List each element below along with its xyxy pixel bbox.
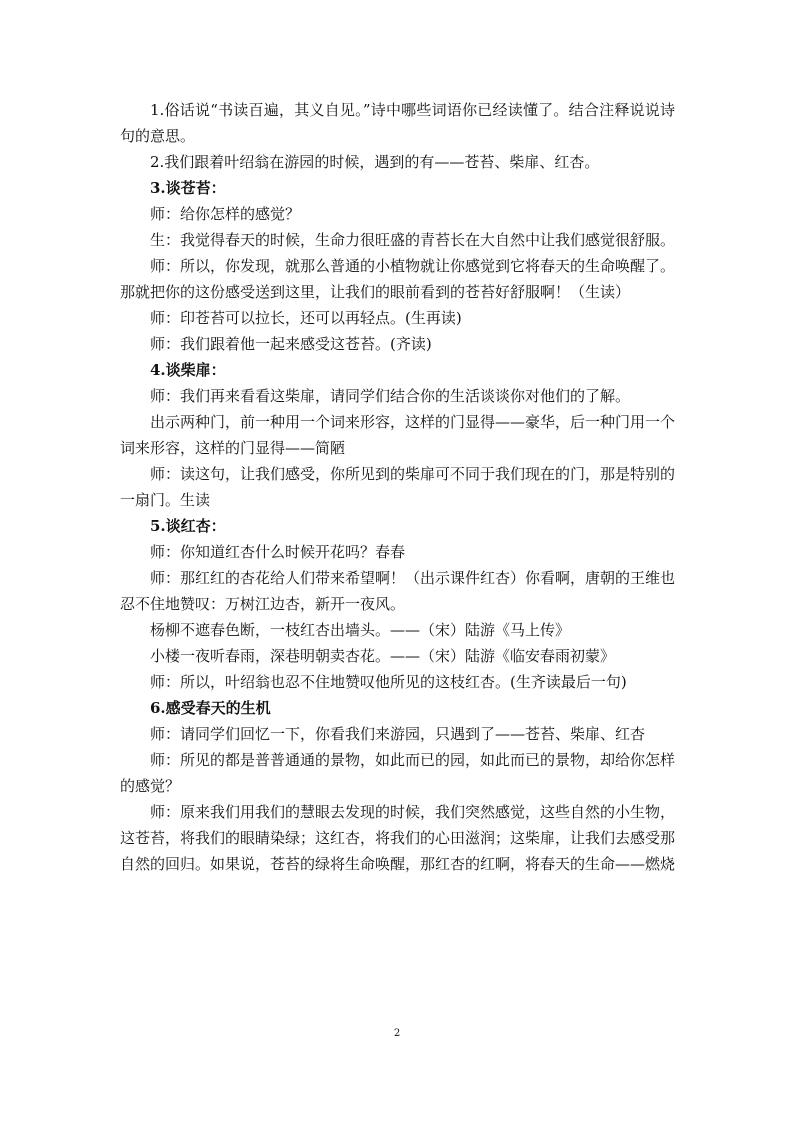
paragraph-teacher: 师：原来我们用我们的慧眼去发现的时候，我们突然感觉，这些自然的小生物，这苍苔，将我们的眼睛染绿；这红杏，将我们的心田滋润；这柴扉，让我们去感受那自然的回归。如果说，苍苔的绿将生命唤醒，那红杏的红啊，将春天的生命——燃烧 [120, 803, 676, 873]
paragraph-teacher: 师：那红红的杏花给人们带来希望啊！（出示课件红杏）你看啊，唐朝的王维也忍不住地赞叹：万树江边杏，新开一夜风。 [120, 569, 676, 613]
paragraph-intro-question: 1.俗话说“书读百遍，其义自见。”诗中哪些词语你已经读懂了。结合注释说说诗句的意思。 [120, 101, 675, 145]
page-number: 2 [393, 1028, 401, 1039]
section-heading-red-apricot: 5.谈红杏： [150, 517, 226, 535]
paragraph-scenery-list: 2.我们跟着叶绍翁在游园的时候，遇到的有——苍苔、柴扉、红杏。 [150, 153, 600, 171]
section-heading-spring-vitality: 6.感受春天的生机 [150, 699, 271, 717]
section-heading-wicket-gate: 4.谈柴扉： [150, 361, 226, 379]
paragraph-teacher: 师：读这句，让我们感受，你所见到的柴扉可不同于我们现在的门，那是特别的一扇门。生读 [120, 465, 676, 509]
paragraph-teacher: 师：你知道红杏什么时候开花吗？春春 [150, 543, 406, 561]
paragraph-teacher: 师：印苍苔可以拉长，还可以再轻点。(生再读) [150, 309, 462, 327]
paragraph-poem-quote: 杨柳不遮春色断，一枝红杏出墙头。——（宋）陆游《马上传》 [150, 621, 571, 639]
paragraph-door-comparison: 出示两种门，前一种用一个词来形容，这样的门显得——豪华，后一种门用一个词来形容，这样的门显得——简陋 [120, 413, 676, 457]
paragraph-teacher: 师：给你怎样的感觉？ [150, 205, 301, 223]
paragraph-teacher: 师：请同学们回忆一下，你看我们来游园，只遇到了——苍苔、柴扉、红杏 [150, 725, 646, 743]
paragraph-teacher: 师：所见的都是普普通通的景物，如此而已的园，如此而已的景物，却给你怎样的感觉？ [120, 751, 676, 795]
document-body [120, 97, 675, 877]
paragraph-teacher: 师：所以，叶绍翁也忍不住地赞叹他所见的这枝红杏。(生齐读最后一句) [150, 673, 627, 691]
paragraph-teacher: 师：所以，你发现，就那么普通的小植物就让你感觉到它将春天的生命唤醒了。那就把你的这份感受送到这里，让我们的眼前看到的苍苔好舒服啊！（生读） [120, 257, 676, 301]
paragraph-teacher: 师：我们再来看看这柴扉，请同学们结合你的生活谈谈你对他们的了解。 [150, 387, 631, 405]
paragraph-poem-quote: 小楼一夜听春雨，深巷明朝卖杏花。——（宋）陆游《临安春雨初蒙》 [150, 647, 616, 665]
paragraph-student: 生：我觉得春天的时候，生命力很旺盛的青苔长在大自然中让我们感觉很舒服。 [150, 231, 676, 249]
paragraph-teacher: 师：我们跟着他一起来感受这苍苔。(齐读) [150, 335, 432, 353]
section-heading-moss: 3.谈苍苔： [150, 179, 226, 197]
